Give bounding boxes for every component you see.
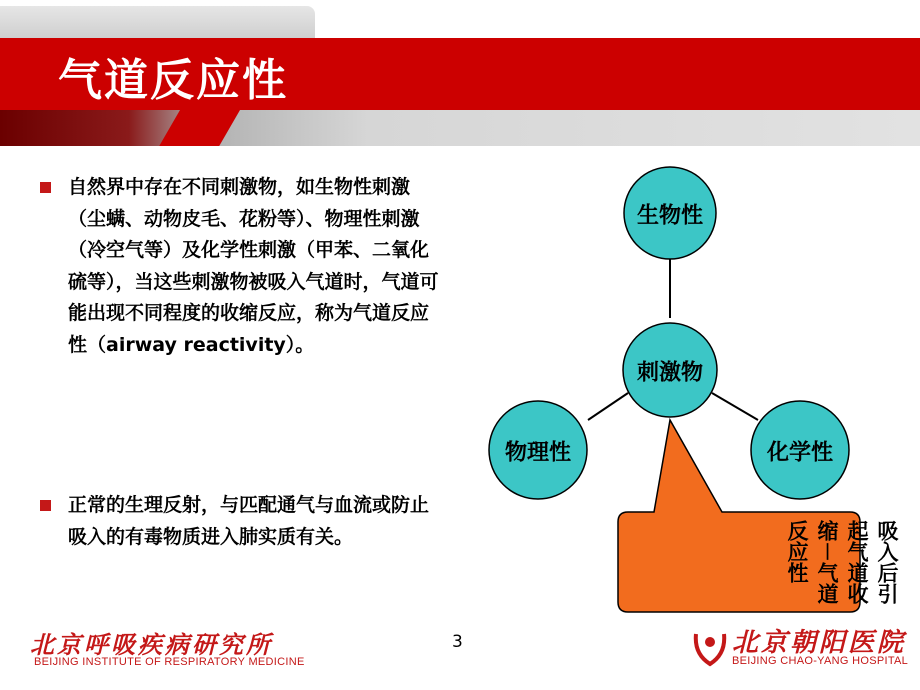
label-stimulus: 刺激物 xyxy=(636,360,704,386)
page-number: 3 xyxy=(452,632,463,652)
connector-line-right xyxy=(712,393,758,420)
hospital-logo-text: 北京朝阳医院 xyxy=(732,628,907,658)
connector-line-left xyxy=(588,393,628,420)
institute-logo-subtitle: BEIJING INSTITUTE OF RESPIRATORY MEDICINE xyxy=(34,656,305,668)
slide-title: 气道反应性 xyxy=(58,55,288,106)
bullet-text: 正常的生理反射，与匹配通气与血流或防止吸入的有毒物质进入肺实质有关。 xyxy=(68,494,430,548)
hospital-logo-subtitle: BEIJING CHAO-YANG HOSPITAL xyxy=(732,655,909,667)
label-physical: 物理性 xyxy=(504,440,572,466)
institute-logo-text: 北京呼吸疾病研究所 xyxy=(30,630,273,659)
label-biological: 生物性 xyxy=(636,203,704,229)
bullet-text: 自然界中存在不同刺激物，如生物性刺激（尘螨、动物皮毛、花粉等）、物理性刺激（冷空气等）及化学性刺激（甲苯、二氧化硫等），当这些刺激物被吸入气道时，气道可能出现不同程度的收缩反应，称为气道反应性（airway reactivity）。 xyxy=(68,176,439,356)
callout-text xyxy=(782,520,902,612)
hospital-emblem-icon xyxy=(690,624,730,668)
callout-line: 吸入后引起气道收缩－气道反应性 xyxy=(785,520,899,604)
label-chemical: 化学性 xyxy=(766,440,834,466)
